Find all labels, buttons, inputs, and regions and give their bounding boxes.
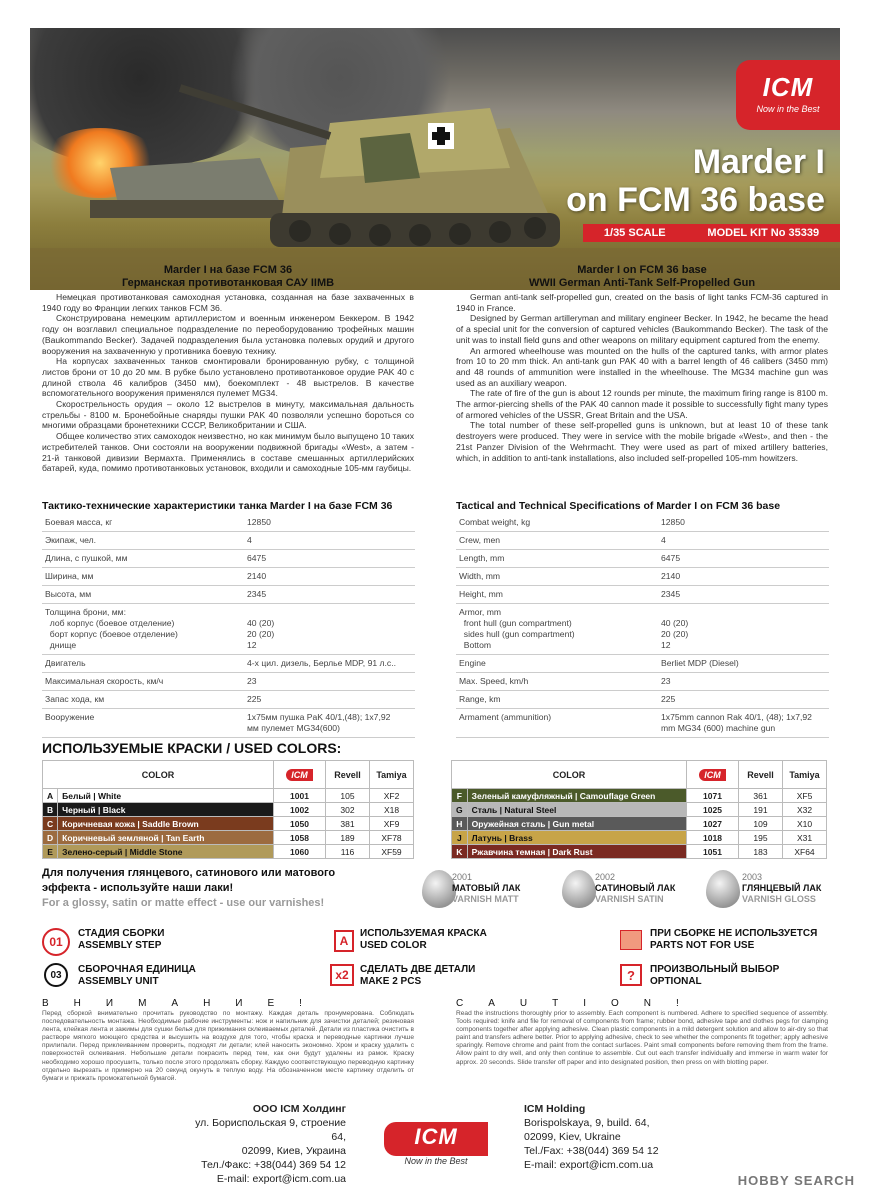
spec-row: [42, 568, 415, 586]
address-line: 02099, Kiev, Ukraine: [524, 1131, 621, 1143]
spec-value: 40 (20) 20 (20) 12: [247, 618, 275, 650]
spec-row: [456, 514, 829, 532]
email-line[interactable]: E-mail: export@icm.com.ua: [216, 1173, 346, 1185]
ru-description: [42, 292, 414, 474]
revell-code: 191: [739, 803, 783, 817]
spec-key: Максимальная скорость, км/ч: [45, 676, 164, 686]
spec-key: Combat weight, kg: [459, 517, 531, 527]
title-line2: on FCM 36 base: [566, 181, 825, 219]
spec-row: [42, 691, 415, 709]
spec-key: Height, mm: [459, 589, 503, 599]
spec-key: Range, km: [459, 694, 501, 704]
revell-code: 302: [326, 803, 370, 817]
color-row: [43, 789, 414, 803]
spec-key: Ширина, мм: [45, 571, 94, 581]
address-line: ул. Бориспольская 9, строение 64,: [195, 1117, 346, 1143]
revell-code: 183: [739, 845, 783, 859]
icm-code: 1002: [274, 803, 326, 817]
spec-value: Berliet MDP (Diesel): [661, 658, 739, 668]
address-en: [524, 1102, 724, 1172]
spec-value: 225: [661, 694, 676, 704]
icm-code: 1025: [687, 803, 739, 817]
en-description: [456, 292, 828, 463]
spec-key: Запас хода, км: [45, 694, 105, 704]
ru-heading: [42, 264, 414, 290]
color-row: [452, 817, 827, 831]
color-row: [43, 803, 414, 817]
make-two-label: [360, 964, 475, 988]
revell-header: Revell: [739, 761, 783, 789]
spec-key: Engine: [459, 658, 486, 668]
spec-row: [456, 586, 829, 604]
color-name: Коричневая кожа | Saddle Brown: [58, 817, 274, 831]
spec-row: [42, 514, 415, 532]
color-name: Коричневый земляной | Tan Earth: [58, 831, 274, 845]
spec-value: 23: [247, 676, 257, 686]
tamiya-code: XF5: [783, 789, 827, 803]
legend-ru: ИСПОЛЬЗУЕМАЯ КРАСКА: [360, 928, 487, 939]
color-table-right: [451, 760, 827, 859]
footer-logo-tagline: Now in the Best: [404, 1156, 468, 1166]
description-paragraph: Скорострельность орудия – около 12 выстрелов в минуту, максимальная дальность стрельбы - 8100 м. Бронебойные снаряды пушки PAK 40 позволяли успешно бороться со многими образцами бронетехники СССР, Великобритании и США.: [42, 399, 414, 431]
color-row: [452, 789, 827, 803]
title-line1: Marder I: [692, 143, 825, 181]
revell-code: 116: [326, 845, 370, 859]
varnish-drop-icon: [706, 870, 740, 908]
legend-en: PARTS NOT FOR USE: [650, 940, 755, 951]
legend-ru: ПРОИЗВОЛЬНЫЙ ВЫБОР: [650, 964, 780, 975]
spec-key: Вооружение: [45, 712, 95, 722]
varnish-name-ru: ГЛЯНЦЕВЫЙ ЛАК: [742, 883, 822, 893]
varnish-satin: [595, 872, 675, 905]
spec-key: Высота, мм: [45, 589, 92, 599]
color-name: Зеленый камуфляжный | Camouflage Green: [467, 789, 686, 803]
spec-value: 225: [247, 694, 262, 704]
color-table-left: [42, 760, 414, 859]
assembly-step-label: [78, 928, 164, 952]
spec-value: 6475: [661, 553, 681, 563]
spec-row: [456, 532, 829, 550]
spec-value: 12850: [247, 517, 271, 527]
description-paragraph: German anti-tank self-propelled gun, created on the basis of light tanks FCM-36 captured in 1940 in France.: [456, 292, 828, 313]
spec-row: [456, 673, 829, 691]
spec-row: [456, 568, 829, 586]
ru-spec-table: [42, 514, 415, 738]
color-letter: A: [43, 789, 58, 803]
revell-header: Revell: [326, 761, 370, 789]
legend-en: MAKE 2 PCS: [360, 976, 422, 987]
spec-value: 40 (20) 20 (20) 12: [661, 618, 689, 650]
balkenkreuz-icon: [428, 123, 454, 149]
tamiya-header: Tamiya: [370, 761, 414, 789]
scale-bar: [583, 224, 840, 242]
color-name: Зелено-серый | Middle Stone: [58, 845, 274, 859]
caution-en-text: Read the instructions thoroughly prior to assembly. Each component is numbered. Adhere to specified sequence of assembly. Tools required: knife and file for removal of components from frame; rubber bond, adhesive tape and clothes pegs for clamping components together after applying adhesive. Clean plastic components in a mild detergent solution and allow to air-dry so that paint and transfers adhere better. Prior to applying adhesive, check to see whether the components fit together; apply adhesive sparingly. Remove chrome and paint from the contact surfaces. Paint small components before removing them from the frame. Allow paint to dry well, and only then continue to assemble. Cut out each transfer individually and immerse in warm water for approx. 20 seconds. Slide transfer off paper and into designated position, then press on with blotting paper.: [456, 1010, 828, 1066]
icm-code: 1027: [687, 817, 739, 831]
color-name: Белый | White: [58, 789, 274, 803]
color-letter: K: [452, 845, 468, 859]
spec-row: [456, 709, 829, 738]
spec-key: Экипаж, чел.: [45, 535, 97, 545]
varnish-name-en: VARNISH SATIN: [595, 894, 664, 904]
revell-code: 105: [326, 789, 370, 803]
varnish-name-ru: САТИНОВЫЙ ЛАК: [595, 883, 676, 893]
icm-mini-logo: ICM: [286, 769, 313, 781]
company-name-en: ICM Holding: [524, 1103, 586, 1115]
icm-code: 1001: [274, 789, 326, 803]
varnish-number: 2003: [742, 872, 763, 882]
color-letter: D: [43, 831, 58, 845]
logo-tagline: Now in the Best: [756, 104, 820, 114]
email-line[interactable]: E-mail: export@icm.com.ua: [524, 1159, 654, 1171]
spec-row: [42, 550, 415, 568]
used-color-icon: A: [334, 930, 354, 952]
spec-value: 6475: [247, 553, 267, 563]
color-letter: C: [43, 817, 58, 831]
varnish-number: 2002: [595, 872, 616, 882]
spec-key: Length, mm: [459, 553, 505, 563]
icm-code: 1060: [274, 845, 326, 859]
revell-code: 189: [326, 831, 370, 845]
assembly-unit-icon: 03: [44, 963, 68, 987]
spec-key: Armor, mm front hull (gun compartment) sides hull (gun compartment) Bottom: [459, 607, 575, 650]
revell-code: 361: [739, 789, 783, 803]
varnish-gloss: [742, 872, 821, 905]
description-paragraph: An armored wheelhouse was mounted on the hulls of the captured tanks, with armor plates from 10 to 20 mm thick. An anti-tank gun PAK 40 with a barrel length of 46 calibers (3450 mm) and 48 rounds of ammunition were installed in the wheelhouse. The MG34 machine gun was used as an auxiliary weapon.: [456, 345, 828, 388]
varnish-name-en: VARNISH GLOSS: [742, 894, 816, 904]
not-used-label: [650, 928, 817, 952]
color-name: Латунь | Brass: [467, 831, 686, 845]
varnish-promo-en: For a glossy, satin or matte effect - use our varnishes!: [42, 897, 325, 909]
spec-value: 2345: [247, 589, 267, 599]
color-row: [43, 831, 414, 845]
caution-ru-text: Перед сборкой внимательно прочитать руководство по монтажу. Каждая деталь пронумерована. Соблюдать последовательность монтажа. Необходимые рабочие инструменты: нож и напильник для зачистки деталей; резиновая лента, клейкая лента и зажимы для сушки белья для прижимания склеиваемых деталей. Детали из пластика очистить в растворе мягкого моющего средства и высушить на воздухе для того, чтобы краска и переводные картинки лучше прилипали. Перед приклеиванием проверить, подходят ли детали; клей наносить экономно. Хром и краску удалить с поверхностей склеивания. Небольшие детали покрасить перед тем, как они будут удалены из рамок. Краску необходимо хорошо просушить, только после этого продолжать сборку. Каждую соответствующую переводную картинку отдельно вырезать и примерно на 20 секунд окунуть в теплую воду. На обозначенном месте картинку отделить от бумаги и прижать промокательной бумагой.: [42, 1010, 414, 1082]
ru-heading-line1: Marder I на базе FCM 36: [163, 264, 293, 276]
tamiya-code: X31: [783, 831, 827, 845]
spec-row: [456, 604, 829, 655]
address-line: 02099, Киев, Украина: [241, 1145, 346, 1157]
logo-text: ICM: [762, 72, 814, 102]
spec-row: [42, 586, 415, 604]
varnish-matt: [452, 872, 520, 905]
spec-row: [42, 532, 415, 550]
color-row: [452, 831, 827, 845]
spec-row: [456, 655, 829, 673]
color-row: [43, 817, 414, 831]
spec-row: [42, 673, 415, 691]
color-letter: G: [452, 803, 468, 817]
tamiya-code: XF9: [370, 817, 414, 831]
legend-ru: СТАДИЯ СБОРКИ: [78, 928, 165, 939]
varnish-name-en: VARNISH MATT: [452, 894, 519, 904]
color-name: Оружейная сталь | Gun metal: [467, 817, 686, 831]
spec-value: 23: [661, 676, 671, 686]
spec-key: Толщина брони, мм: лоб корпус (боевое отделение) борт корпус (боевое отделение) днище: [45, 607, 178, 650]
icm-logo: [736, 60, 840, 130]
varnish-name-ru: МАТОВЫЙ ЛАК: [452, 883, 521, 893]
icm-code: 1050: [274, 817, 326, 831]
description-paragraph: Общее количество этих самоходок неизвестно, но как минимум было выпущено 10 таких истребителей танков. Они состояли на вооружении подвижной бригады «West», а затем - 21-й танковой дивизии Вермахта. Применялись в составе смешанных артиллерийских батарей, куда, помимо противотанковых установок, входили и самоходные 105-мм гаубицы.: [42, 431, 414, 474]
spec-value: 4-х цил. дизель, Берлье MDP, 91 л.с..: [247, 658, 397, 668]
spec-value: 4: [661, 535, 666, 545]
spec-value: 2140: [661, 571, 681, 581]
en-spec-table: [456, 514, 829, 738]
address-ru: [180, 1102, 346, 1186]
spec-key: Боевая масса, кг: [45, 517, 113, 527]
optional-label: [650, 964, 779, 988]
ru-heading-line2: Германская противотанковая САУ IIМВ: [121, 277, 335, 289]
description-paragraph: The total number of these self-propelled guns is unknown, but at least 10 of these tank destroyers were produced. They were in service with the mobile brigade «West», and then - the 21st Panzer Division of the Wehrmacht. They were used as part of mixed artillery batteries, which, in addition to anti-tank installations, also included self-propelled 105-mm howitzers.: [456, 420, 828, 463]
spec-value: 2140: [247, 571, 267, 581]
phone-line: Тел./Факс: +38(044) 369 54 12: [201, 1159, 346, 1171]
color-header: COLOR: [452, 761, 687, 789]
optional-icon: ?: [620, 964, 642, 986]
color-row: [452, 803, 827, 817]
en-heading: [456, 264, 828, 290]
color-row: [43, 845, 414, 859]
footer-icm-logo: [384, 1118, 488, 1166]
color-letter: F: [452, 789, 468, 803]
caution-ru-heading: ВНИМАНИЕ!: [42, 998, 327, 1009]
phone-line: Tel./Fax: +38(044) 369 54 12: [524, 1145, 659, 1157]
color-letter: J: [452, 831, 468, 845]
description-paragraph: На корпусах захваченных танков смонтировали бронированную рубку, с толщиной листов брони от 10 до 20 мм. В рубке было установлено противотанковое орудие PAK 40 с длиной ствола 46 калибров (3450 мм), боекомплект - 48 выстрелов. В качестве вспомогательного вооружения применялся пулемет MG34.: [42, 356, 414, 399]
icm-code: 1051: [687, 845, 739, 859]
address-line: Borispolskaya, 9, build. 64,: [524, 1117, 650, 1129]
spec-value: 2345: [661, 589, 681, 599]
legend-ru: СДЕЛАТЬ ДВЕ ДЕТАЛИ: [360, 964, 476, 975]
icm-code: 1071: [687, 789, 739, 803]
description-paragraph: Designed by German artilleryman and military engineer Becker. In 1942, he became the head of a special unit for the conversion of captured vehicles (Baukommando Becker). The task of the unit was to install field guns and other weapons on military equipment captured from the enemy.: [456, 313, 828, 345]
icm-header: [687, 761, 739, 789]
color-name: Ржавчина темная | Dark Rust: [467, 845, 686, 859]
tamiya-code: XF2: [370, 789, 414, 803]
kit-number: MODEL KIT No 35339: [707, 227, 820, 239]
spec-key: Max. Speed, km/h: [459, 676, 529, 686]
tamiya-code: XF78: [370, 831, 414, 845]
en-heading-line1: Marder I on FCM 36 base: [577, 264, 707, 276]
company-name-ru: ООО ICM Холдинг: [252, 1103, 346, 1115]
spec-key: Crew, men: [459, 535, 501, 545]
tamiya-code: XF64: [783, 845, 827, 859]
varnish-promo: [42, 866, 372, 911]
hobby-search-watermark: HOBBY SEARCH: [737, 1173, 855, 1188]
used-color-label: [360, 928, 487, 952]
icm-mini-logo: ICM: [699, 769, 726, 781]
product-title: [566, 143, 825, 219]
spec-row: [456, 691, 829, 709]
spec-row: [456, 550, 829, 568]
spec-row: [42, 709, 415, 738]
scale-label: 1/35 SCALE: [603, 227, 666, 239]
spec-key: Двигатель: [45, 658, 86, 668]
spec-value: 1x75mm cannon Rak 40/1, (48); 1x7,92 mm MG34 (600) machine gun: [661, 712, 812, 733]
spec-key: Armament (ammunition): [459, 712, 552, 722]
tamiya-code: XF59: [370, 845, 414, 859]
color-letter: B: [43, 803, 58, 817]
assembly-step-icon: 01: [42, 928, 70, 956]
description-paragraph: Немецкая противотанковая самоходная установка, созданная на базе захваченных в 1940 году во Франции легких танков FCM 36.: [42, 292, 414, 313]
spec-key: Длина, с пушкой, мм: [45, 553, 128, 563]
color-header: COLOR: [43, 761, 274, 789]
tamiya-header: Tamiya: [783, 761, 827, 789]
description-paragraph: The rate of fire of the gun is about 12 rounds per minute, the maximum firing range is 8100 m. The armor-piercing shells of the PAK 40 cannon made it possible to successfully fight many types of armored vehicles of the USSR, Great Britain and the USA.: [456, 388, 828, 420]
varnish-number: 2001: [452, 872, 473, 882]
color-name: Черный | Black: [58, 803, 274, 817]
assembly-unit-label: [78, 964, 196, 988]
spec-key: Width, mm: [459, 571, 501, 581]
color-name: Сталь | Natural Steel: [467, 803, 686, 817]
spec-value: 4: [247, 535, 252, 545]
en-spec-title: Tactical and Technical Specifications of Marder I on FCM 36 base: [456, 500, 781, 512]
legend-ru: ПРИ СБОРКЕ НЕ ИСПОЛЬЗУЕТСЯ: [650, 928, 818, 939]
varnish-drop-icon: [422, 870, 456, 908]
color-letter: E: [43, 845, 58, 859]
caution-en-heading: CAUTION!: [456, 998, 704, 1009]
used-colors-title: ИСПОЛЬЗУЕМЫЕ КРАСКИ / USED COLORS:: [42, 740, 342, 756]
legend-ru: СБОРОЧНАЯ ЕДИНИЦА: [78, 964, 196, 975]
spec-row: [42, 655, 415, 673]
legend-en: ASSEMBLY UNIT: [78, 976, 159, 987]
color-row: [452, 845, 827, 859]
revell-code: 381: [326, 817, 370, 831]
color-letter: H: [452, 817, 468, 831]
spec-row: [42, 604, 415, 655]
ru-spec-title: Тактико-технические характеристики танка Marder I на базе FCM 36: [42, 500, 393, 512]
icm-header: [274, 761, 326, 789]
en-heading-line2: WWII German Anti-Tank Self-Propelled Gun: [528, 277, 756, 289]
not-used-icon: [620, 930, 642, 950]
varnish-drop-icon: [562, 870, 596, 908]
spec-value: 1x75мм пушка PaK 40/1,(48); 1x7,92 мм пулемет MG34(600): [247, 712, 391, 733]
revell-code: 109: [739, 817, 783, 831]
legend-en: ASSEMBLY STEP: [78, 940, 162, 951]
icm-code: 1018: [687, 831, 739, 845]
icm-code: 1058: [274, 831, 326, 845]
footer-logo-text: ICM: [414, 1124, 458, 1149]
tamiya-code: X18: [370, 803, 414, 817]
revell-code: 195: [739, 831, 783, 845]
tamiya-code: X10: [783, 817, 827, 831]
varnish-promo-ru: Для получения глянцевого, сатинового или матового эффекта - используйте наши лаки!: [42, 867, 336, 894]
tamiya-code: X32: [783, 803, 827, 817]
make-two-icon: x2: [330, 964, 354, 986]
legend-en: OPTIONAL: [650, 976, 702, 987]
spec-value: 12850: [661, 517, 685, 527]
description-paragraph: Сконструирована немецким артиллеристом и военным инженером Беккером. В 1942 году он возглавил специальное подразделение по переоборудованию трофейных машин (Baukommando Becker). Задачей подразделения была установка полевых орудий и другого вооружения на захваченную у противника боевую технику.: [42, 313, 414, 356]
legend-en: USED COLOR: [360, 940, 427, 951]
